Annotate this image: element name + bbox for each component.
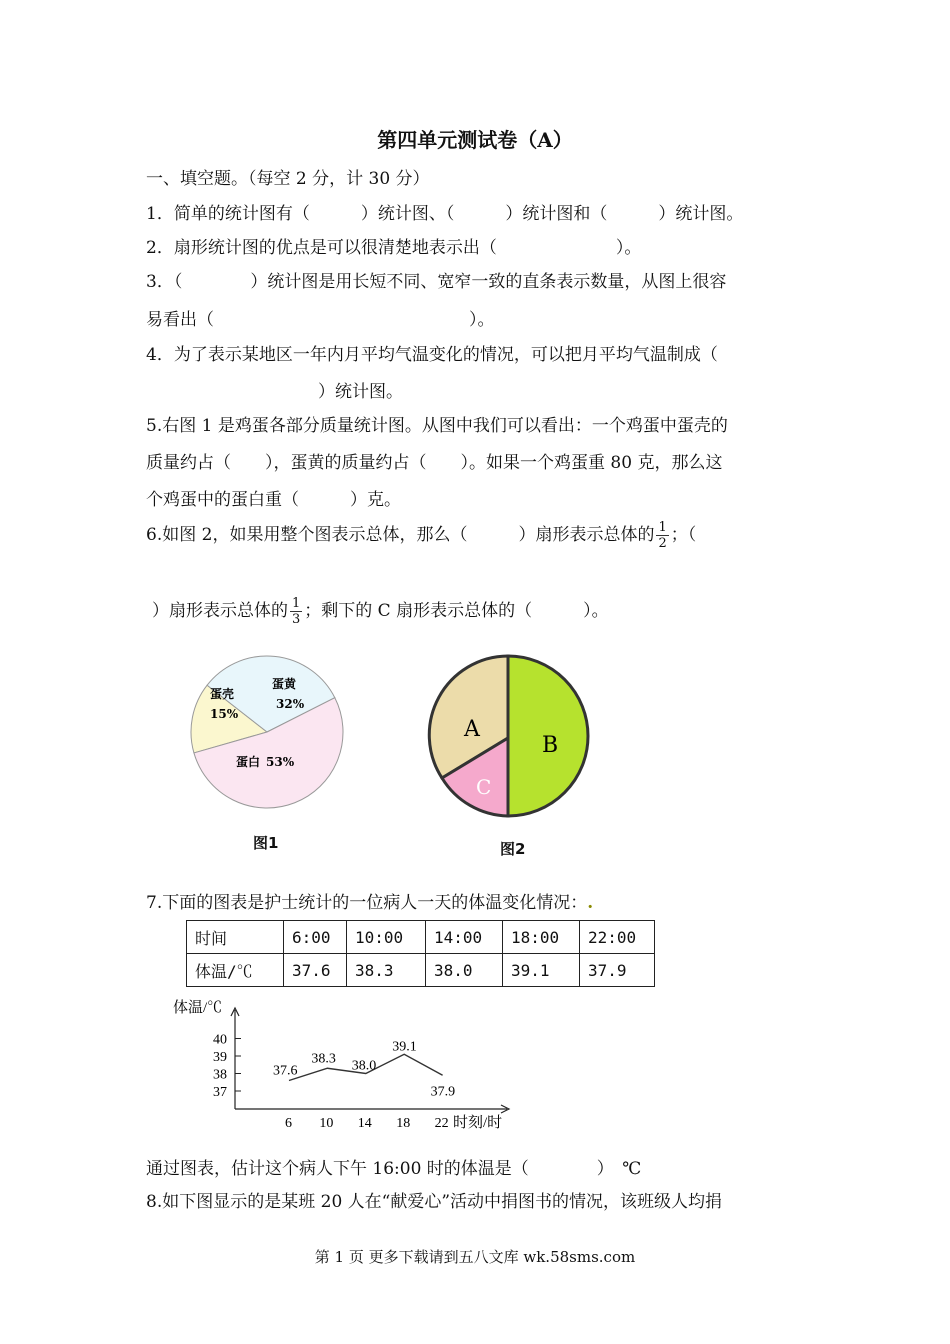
table-cell: 体温/℃ xyxy=(187,954,284,987)
table-cell: 18:00 xyxy=(503,921,580,954)
question-6-text-a: 6.如图 2，如果用整个图表示总体，那么（ ）扇形表示总体的 xyxy=(146,525,655,545)
y-tick-label: 40 xyxy=(213,1032,227,1048)
chart-xlabel: 时刻/时 xyxy=(453,1115,503,1131)
table-cell: 14:00 xyxy=(426,921,503,954)
question-4-line1: 4．为了表示某地区一年内月平均气温变化的情况，可以把月平均气温制成（ xyxy=(146,345,718,365)
fraction-third-num: 1 xyxy=(292,596,301,611)
table-cell: 6:00 xyxy=(284,921,347,954)
x-tick-label: 10 xyxy=(319,1116,334,1131)
table-cell: 22:00 xyxy=(580,921,655,954)
white-label: 蛋白 xyxy=(236,755,261,769)
question-6-text-c: ）扇形表示总体的 xyxy=(152,601,288,621)
table-cell: 38.0 xyxy=(426,954,503,987)
sector-c-label: C xyxy=(476,775,492,799)
egg-pie-chart xyxy=(186,652,348,812)
fraction-third xyxy=(290,596,302,627)
yolk-label: 蛋黄 xyxy=(272,677,297,691)
question-4-line2: ）统计图。 xyxy=(318,382,403,402)
x-tick-label: 22 xyxy=(434,1116,449,1131)
table-cell: 38.3 xyxy=(347,954,426,987)
question-6-line2 xyxy=(152,596,609,627)
temperature-table xyxy=(186,920,655,987)
x-tick-label: 6 xyxy=(285,1116,292,1131)
white-pct: 53% xyxy=(266,755,295,769)
table-row xyxy=(187,954,655,987)
section-heading: 一、填空题。（每空 2 分，计 30 分） xyxy=(146,169,430,189)
page-footer: 第 1 页 更多下载请到五八文库 wk.58sms.com xyxy=(314,1248,636,1266)
question-7 xyxy=(146,888,593,913)
question-3-line2: 易看出（ ）。 xyxy=(146,310,495,330)
stray-dot: . xyxy=(587,893,594,913)
table-row xyxy=(187,921,655,954)
table-cell: 39.1 xyxy=(503,954,580,987)
table-cell: 10:00 xyxy=(347,921,426,954)
data-label: 38.3 xyxy=(311,1051,336,1067)
question-7-ask: 通过图表，估计这个病人下午 16:00 时的体温是（ ） ℃ xyxy=(146,1159,642,1179)
question-5-line3: 个鸡蛋中的蛋白重（ ）克。 xyxy=(146,490,401,510)
data-label: 39.1 xyxy=(392,1039,417,1055)
temperature-line-chart xyxy=(165,994,545,1134)
abc-pie-chart xyxy=(420,654,590,820)
question-7-text: 7.下面的图表是护士统计的一位病人一天的体温变化情况： xyxy=(146,893,588,913)
page-title: 第四单元测试卷（A） xyxy=(377,128,573,152)
data-label: 37.9 xyxy=(430,1084,456,1100)
question-5-line1: 5.右图 1 是鸡蛋各部分质量统计图。从图中我们可以看出：一个鸡蛋中蛋壳的 xyxy=(146,416,728,436)
fraction-half-num: 1 xyxy=(658,520,667,535)
fraction-third-den: 3 xyxy=(292,612,301,627)
y-tick-label: 39 xyxy=(213,1050,227,1065)
table-cell: 37.6 xyxy=(284,954,347,987)
question-2: 2．扇形统计图的优点是可以很清楚地表示出（ ）。 xyxy=(146,238,642,258)
y-tick-label: 38 xyxy=(213,1067,227,1083)
sector-a-label: A xyxy=(464,717,480,742)
question-3-line1: 3．（ ）统计图是用长短不同、宽窄一致的直条表示数量，从图上很容 xyxy=(146,272,727,292)
figure-1-caption: 图1 xyxy=(253,834,279,852)
fraction-half-den: 2 xyxy=(658,536,667,551)
y-tick-label: 37 xyxy=(213,1085,227,1100)
table-cell: 时间 xyxy=(187,921,284,954)
table-cell: 37.9 xyxy=(580,954,655,987)
question-6-line1 xyxy=(146,520,696,551)
data-label: 38.0 xyxy=(351,1058,377,1074)
question-6-text-d: ；剩下的 C 扇形表示总体的（ ）。 xyxy=(304,601,609,621)
figure-2-caption: 图2 xyxy=(500,840,526,858)
sector-b-label: B xyxy=(542,733,559,758)
chart-ylabel: 体温/℃ xyxy=(173,1000,223,1016)
yolk-pct: 32% xyxy=(276,697,305,711)
x-tick-label: 14 xyxy=(357,1116,372,1131)
question-5-line2: 质量约占（ ），蛋黄的质量约占（ ）。如果一个鸡蛋重 80 克，那么这 xyxy=(146,453,723,473)
question-1: 1．简单的统计图有（ ）统计图、（ ）统计图和（ ）统计图。 xyxy=(146,204,744,224)
question-6-text-b: ；（ xyxy=(670,525,697,545)
shell-label: 蛋壳 xyxy=(210,687,235,701)
shell-pct: 15% xyxy=(210,707,239,721)
question-8: 8.如下图显示的是某班 20 人在“献爱心”活动中捐图书的情况，该班级人均捐 xyxy=(146,1192,723,1212)
fraction-half xyxy=(656,520,668,551)
x-tick-label: 18 xyxy=(396,1116,411,1131)
data-label: 37.6 xyxy=(273,1063,298,1079)
